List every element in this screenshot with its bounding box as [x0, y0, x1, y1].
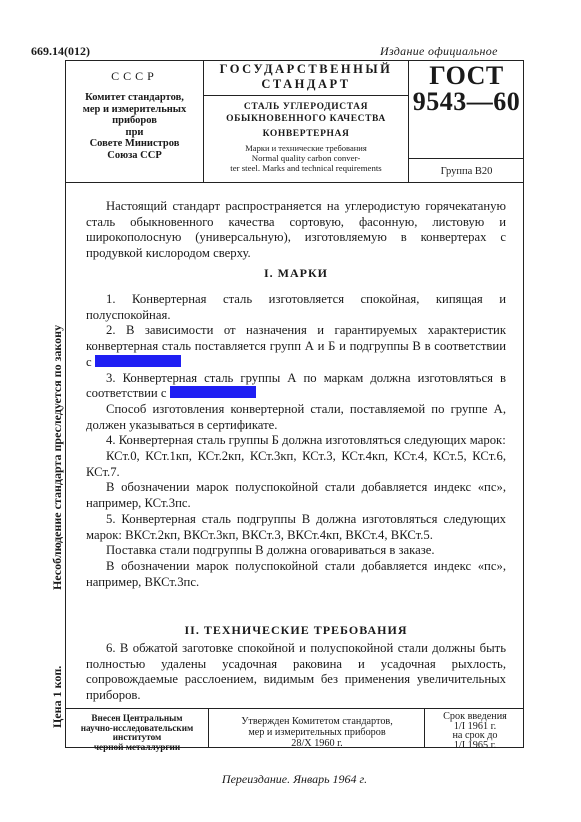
price-label: Цена 1 коп. — [50, 665, 64, 728]
clause-3: 3. Конвертерная сталь группы А по маркам должна изготовляться в соответствии с — [86, 370, 506, 401]
udc-code: 669.14(012) — [31, 44, 90, 58]
clause-4: 4. Конвертерная сталь группы Б должна изготовляться следующих марок: — [106, 433, 506, 448]
redaction-mark — [95, 355, 181, 367]
section-technical-title: II. ТЕХНИЧЕСКИЕ ТРЕБОВАНИЯ — [184, 623, 408, 637]
clause-3-note: Способ изготовления конвертерной стали, поставляемой по группе А, должен указываться в сертификате. — [86, 401, 506, 432]
clause-5: 5. Конвертерная сталь подгруппы В должна изготовляться следующих марок: ВКСт.2кп, ВКСт.3кп, ВКСт.3, ВКСт.4кп, ВКСт.4, ВКСт.5. — [86, 511, 506, 542]
clause-2: 2. В зависимости от назначения и гарантируемых характеристик конвертерная сталь поставляется групп А и Б и подгруппы В в соответствии с — [86, 323, 506, 369]
standard-subtitle: Марки и технические требования Normal quality carbon conver- ter steel. Marks and technical requirements — [230, 143, 382, 173]
standard-title: СТАЛЬ УГЛЕРОДИСТАЯ ОБЫКНОВЕННОГО КАЧЕСТВА КОНВЕРТЕРНАЯ — [226, 102, 386, 139]
header-bottom-rule — [65, 182, 524, 183]
committee-name: Комитет стандартов, мер и измерительных приборов при Совете Министров Союза ССР — [82, 92, 187, 161]
edition-label: Издание официальное — [380, 44, 498, 58]
clause-5-note: В обозначении марок полуспокойной стали добавляется индекс «пс», например, ВКСт.3пс. — [86, 558, 506, 589]
legal-side-note: Несоблюдение стандарта преследуется по закону — [50, 324, 64, 590]
clause-1: 1. Конвертерная сталь изготовляется спокойная, кипящая и полуспокойная. — [86, 292, 506, 322]
standard-rule — [203, 95, 409, 96]
group-code: Группа В20 — [440, 166, 493, 177]
ussr-label: СССР — [111, 69, 158, 83]
section-marks-title: I. МАРКИ — [263, 266, 329, 280]
group-rule — [408, 158, 524, 159]
intro-paragraph: Настоящий стандарт распространяется на углеродистую горячекатаную сталь обыкновенного качества сортовую, фасонную, листовую и широкополосную (универсальную), изготовляемую в конвертерах с продувкой кислородом сверху. — [86, 199, 506, 261]
section-technical-body — [86, 641, 506, 704]
state-standard-label: ГОСУДАРСТВЕННЫЙ СТАНДАРТ — [219, 62, 393, 91]
clause-5-supply: Поставка стали подгруппы В должна оговариваться в заказе. — [106, 543, 435, 558]
footer-top-rule — [65, 708, 524, 709]
footer-effective-date: Срок введения 1/I 1961 г. на срок до 1/I 1965 г. — [443, 711, 507, 751]
clause-4-note: В обозначении марок полуспокойной стали добавляется индекс «пс», например, КСт.3пс. — [86, 480, 506, 511]
clause-4-grades: КСт.0, КСт.1кп, КСт.2кп, КСт.3кп, КСт.3, КСт.4кп, КСт.4, КСт.5, КСт.6, КСт.7. — [86, 449, 506, 479]
footer-approved-by: Утвержден Комитетом стандартов, мер и измерительных приборов 28/X 1960 г. — [241, 716, 393, 749]
footer-introduced-by: Внесен Центральным научно-исследовательским институтом черной металлургии — [80, 713, 194, 752]
clause-6: 6. В обжатой заготовке спокойной и полуспокойной стали должны быть полностью удалены усадочная раковина и усадочная рыхлость, сопровождаемые расслоением, видимым без применения увеличительных приборов. — [86, 641, 506, 703]
gost-number: ГОСТ 9543—60 — [412, 61, 521, 116]
redaction-mark — [170, 386, 256, 398]
reprint-note: Переиздание. Январь 1964 г. — [221, 772, 368, 786]
section-marks-body — [86, 292, 506, 590]
